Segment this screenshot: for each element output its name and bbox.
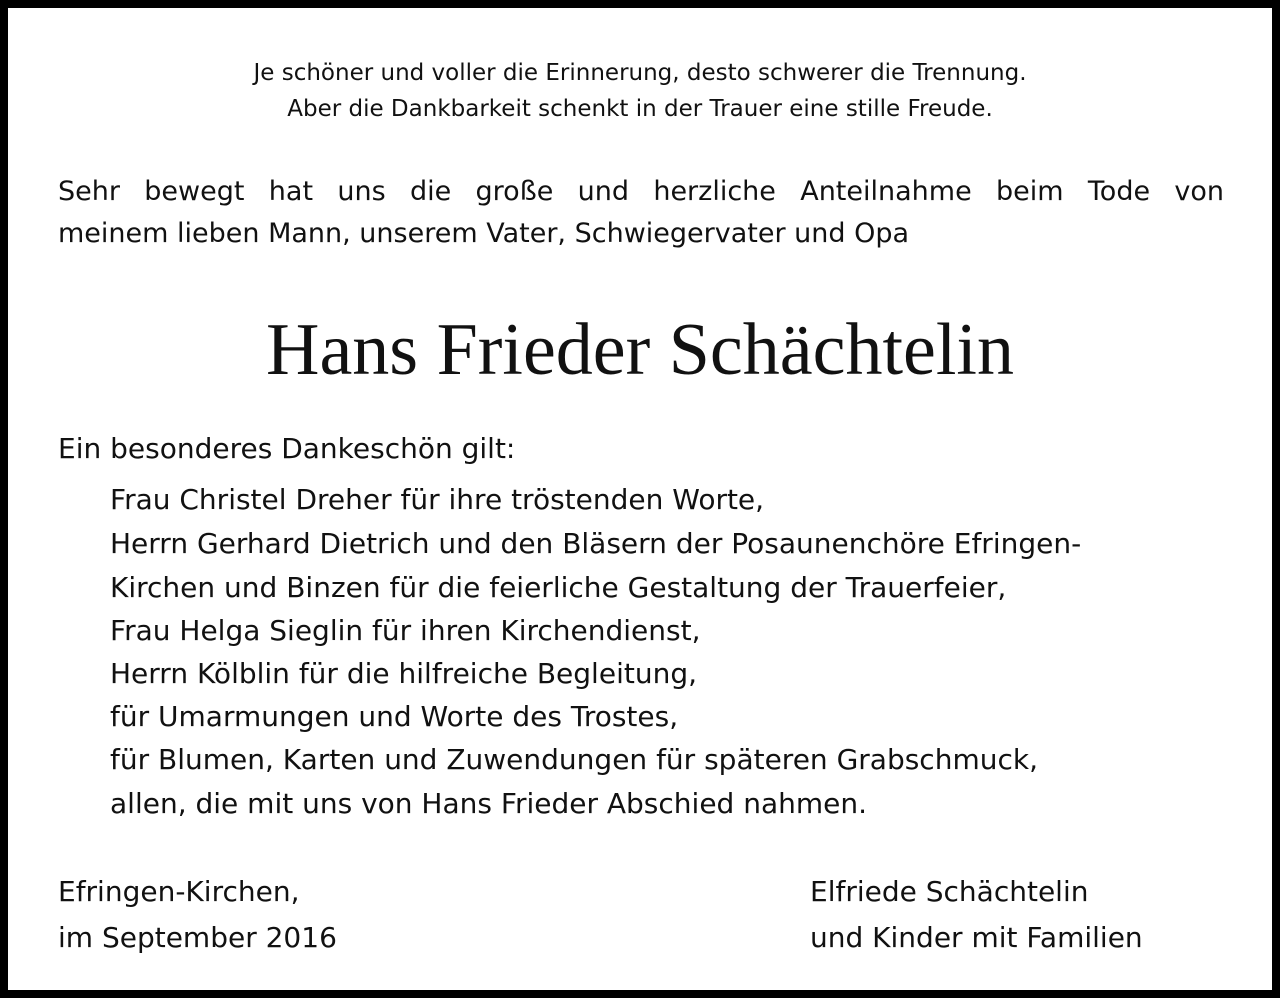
thanks-line: Frau Helga Sieglin für ihren Kirchendienst, bbox=[110, 614, 701, 647]
thanks-heading: Ein besonderes Dankeschön gilt: bbox=[58, 432, 516, 465]
thanks-line: Herrn Kölblin für die hilfreiche Begleitung, bbox=[110, 657, 697, 690]
quote-line-2: Aber die Dankbarkeit schenkt in der Trauer eine stille Freude. bbox=[287, 96, 993, 122]
deceased-name: Hans Frieder Schächtelin bbox=[266, 309, 1014, 391]
footer-place: Efringen-Kirchen, bbox=[58, 875, 300, 908]
thanks-line: Kirchen und Binzen für die feierliche Gestaltung der Trauerfeier, bbox=[110, 571, 1007, 604]
thanks-line: für Umarmungen und Worte des Trostes, bbox=[110, 700, 679, 733]
quote-line-1: Je schöner und voller die Erinnerung, desto schwerer die Trennung. bbox=[253, 60, 1027, 86]
intro-line-2: meinem lieben Mann, unserem Vater, Schwiegervater und Opa bbox=[58, 218, 910, 249]
signature-family: und Kinder mit Familien bbox=[810, 921, 1143, 954]
thanks-line: Herrn Gerhard Dietrich und den Bläsern der Posaunenchöre Efringen- bbox=[110, 527, 1082, 560]
signature-name: Elfriede Schächtelin bbox=[810, 875, 1089, 908]
thanks-line: Frau Christel Dreher für ihre tröstenden Worte, bbox=[110, 483, 765, 516]
thanks-line: für Blumen, Karten und Zuwendungen für späteren Grabschmuck, bbox=[110, 743, 1038, 776]
thanks-line: allen, die mit uns von Hans Frieder Abschied nahmen. bbox=[110, 787, 868, 820]
footer-date: im September 2016 bbox=[58, 921, 337, 954]
intro-line-1: Sehr bewegt hat uns die große und herzliche Anteilnahme beim Tode von bbox=[58, 176, 1224, 207]
